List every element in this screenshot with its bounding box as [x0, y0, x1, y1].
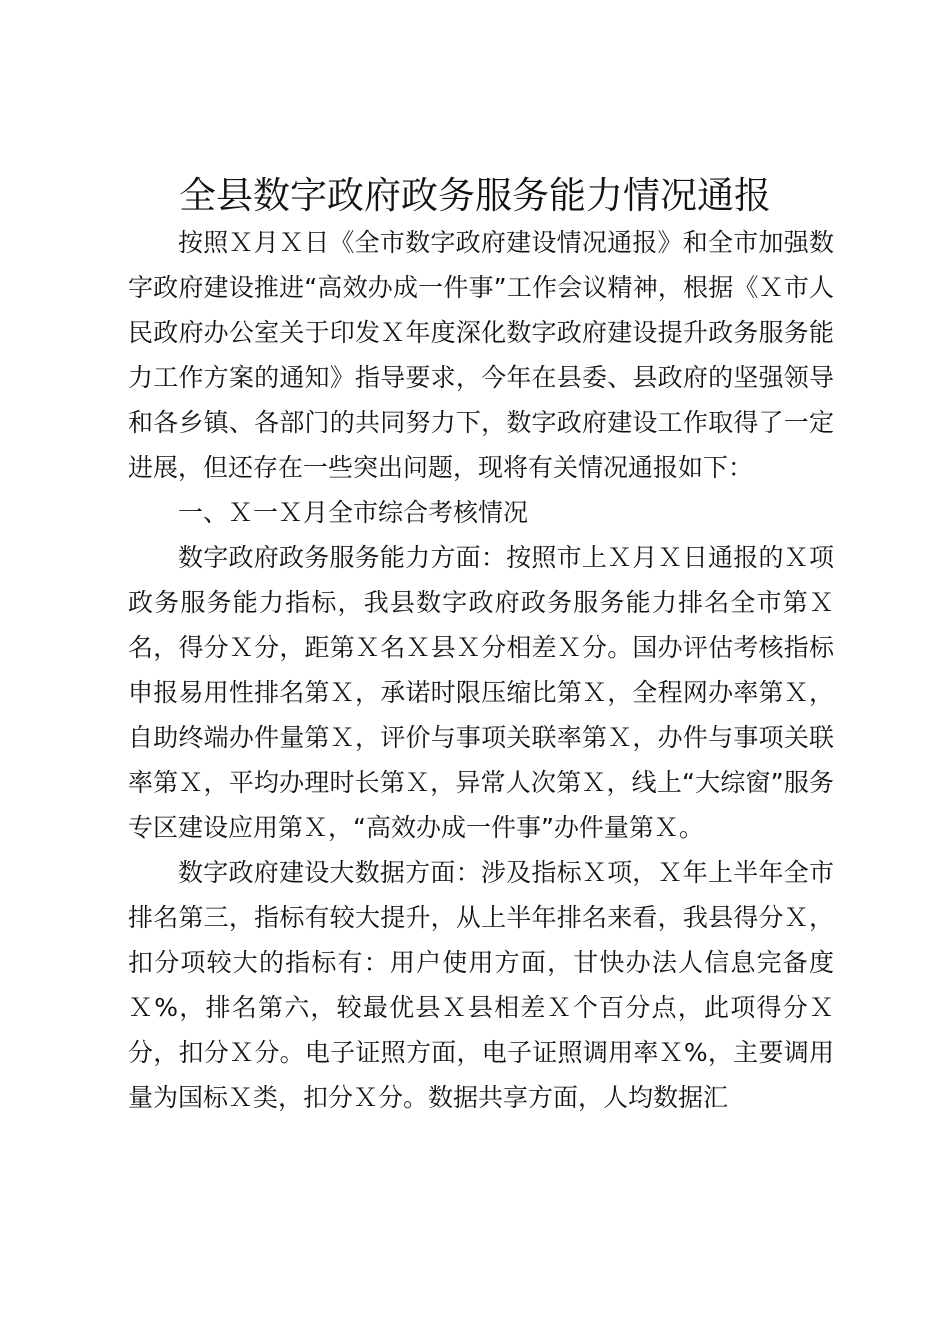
paragraph-intro: 按照Ｘ月Ｘ日《全市数字政府建设情况通报》和全市加强数字政府建设推进“高效办成一件事”工作会议精神，根据《Ｘ市人民政府办公室关于印发Ｘ年度深化数字政府建设提升政务服务能力工作方案的通知》指导要求，今年在县委、县政府的坚强领导和各乡镇、各部门的共同努力下，数字政府建设工作取得了一定进展，但还存在一些突出问题，现将有关情况通报如下： [128, 228, 834, 482]
paragraph-service-capability: 数字政府政务服务能力方面：按照市上Ｘ月Ｘ日通报的Ｘ项政务服务能力指标，我县数字政府政务服务能力排名全市第Ｘ名，得分Ｘ分，距第Ｘ名Ｘ县Ｘ分相差Ｘ分。国办评估考核指标申报易用性排名第Ｘ，承诺时限压缩比第Ｘ，全程网办率第Ｘ，自助终端办件量第Ｘ，评价与事项关联率第Ｘ，办件与事项关联率第Ｘ，平均办理时长第Ｘ，异常人次第Ｘ，线上“大综窗”服务专区建设应用第Ｘ，“高效办成一件事”办件量第Ｘ。 [128, 543, 834, 842]
document-body [128, 220, 834, 1120]
section-heading-1: 一、Ｘ一Ｘ月全市综合考核情况 [178, 498, 529, 527]
document-title: 全县数字政府政务服务能力情况通报 [179, 174, 771, 217]
paragraph-big-data: 数字政府建设大数据方面：涉及指标Ｘ项，Ｘ年上半年全市排名第三，指标有较大提升，从上半年排名来看，我县得分Ｘ，扣分项较大的指标有：用户使用方面，甘快办法人信息完备度Ｘ%，排名第六，较最优县Ｘ县相差Ｘ个百分点，此项得分Ｘ分，扣分Ｘ分。电子证照方面，电子证照调用率Ｘ%，主要调用量为国标Ｘ类，扣分Ｘ分。数据共享方面，人均数据汇 [128, 858, 834, 1112]
